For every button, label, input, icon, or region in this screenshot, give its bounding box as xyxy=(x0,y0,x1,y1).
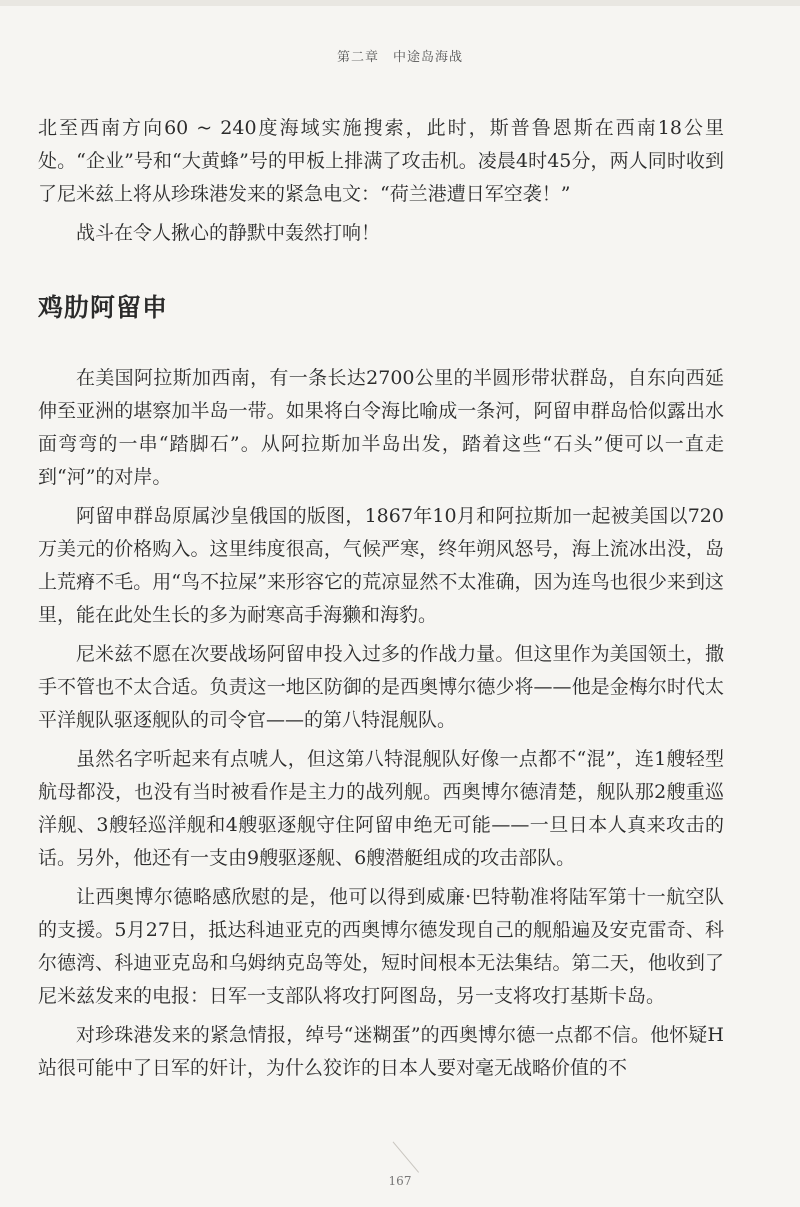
paragraph: 在美国阿拉斯加西南，有一条长达2700公里的半圆形带状群岛，自东向西延伸至亚洲的堪察加半岛一带。如果将白令海比喻成一条河，阿留申群岛恰似露出水面弯弯的一串“踏脚石”。从阿拉斯加半岛出发，踏着这些“石头”便可以一直走到“河”的对岸。 xyxy=(38,367,724,488)
page-fold-mark xyxy=(362,1142,419,1199)
section-heading: 鸡肋阿留申 xyxy=(38,293,169,322)
paragraph: 虽然名字听起来有点唬人，但这第八特混舰队好像一点都不“混”，连1艘轻型航母都没，也没有当时被看作是主力的战列舰。西奥博尔德清楚，舰队那2艘重巡洋舰、3艘轻巡洋舰和4艘驱逐舰守住阿留申绝无可能——一旦日本人真来攻击的话。另外，他还有一支由9艘驱逐舰、6艘潜艇组成的攻击部队。 xyxy=(38,748,724,869)
page-body xyxy=(38,112,724,1091)
page-top-edge xyxy=(0,0,800,6)
page-number: 167 xyxy=(388,1174,412,1188)
paragraph: 让西奥博尔德略感欣慰的是，他可以得到威廉·巴特勒准将陆军第十一航空队的支援。5月27日，抵达科迪亚克的西奥博尔德发现自己的舰船遍及安克雷奇、科尔德湾、科迪亚克岛和乌姆纳克岛等处，短时间根本无法集结。第二天，他收到了尼米兹发来的电报：日军一支部队将攻打阿图岛，另一支将攻打基斯卡岛。 xyxy=(38,886,724,1007)
paragraph: 尼米兹不愿在次要战场阿留申投入过多的作战力量。但这里作为美国领土，撒手不管也不太合适。负责这一地区防御的是西奥博尔德少将——他是金梅尔时代太平洋舰队驱逐舰队的司令官——的第八特混舰队。 xyxy=(38,643,724,731)
paragraph: 阿留申群岛原属沙皇俄国的版图，1867年10月和阿拉斯加一起被美国以720万美元的价格购入。这里纬度很高，气候严寒，终年朔风怒号，海上流冰出没，岛上荒瘠不毛。用“鸟不拉屎”来形容它的荒凉显然不太准确，因为连鸟也很少来到这里，能在此处生长的多为耐寒高手海獭和海豹。 xyxy=(38,505,724,626)
paragraph: 战斗在令人揪心的静默中轰然打响！ xyxy=(76,222,381,244)
running-head: 第二章 中途岛海战 xyxy=(336,50,463,65)
paragraph: 对珍珠港发来的紧急情报，绰号“迷糊蛋”的西奥博尔德一点都不信。他怀疑H站很可能中了日军的奸计，为什么狡诈的日本人要对毫无战略价值的不 xyxy=(38,1024,724,1079)
paragraph: 北至西南方向60 ~ 240度海域实施搜索，此时，斯普鲁恩斯在西南18公里处。“企业”号和“大黄蜂”号的甲板上排满了攻击机。凌晨4时45分，两人同时收到了尼米兹上将从珍珠港发来的紧急电文：“荷兰港遭日军空袭！” xyxy=(38,117,724,205)
